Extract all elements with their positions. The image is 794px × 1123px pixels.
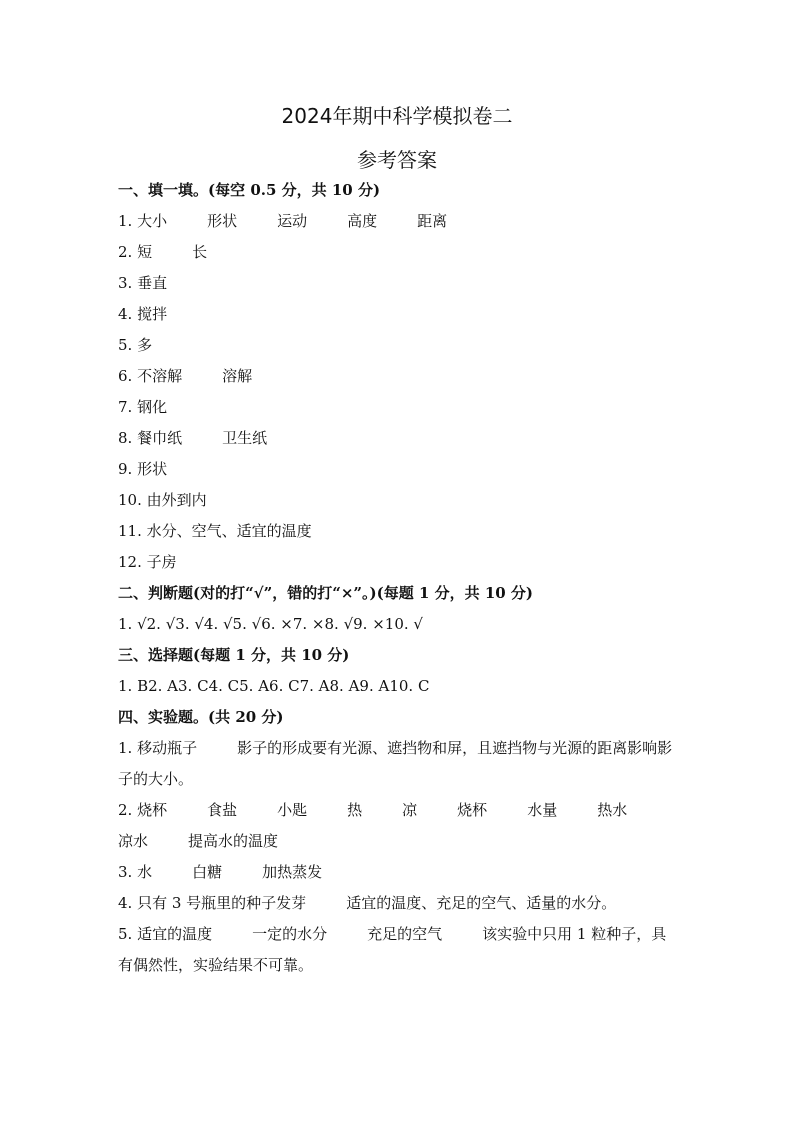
answer-number: 1. [118,739,138,757]
answer-number: 9. [118,460,138,478]
answer-item [118,392,678,423]
answer-text: 影子的形成要有光源、遮挡物和屏，且遮挡物与光源的距离影响影子的大小。 [118,739,673,788]
answer-number: 5. [118,336,138,354]
answer-text: 小匙 [277,801,308,819]
answer-item [118,919,678,981]
answer-text: 烧杯 [137,801,168,819]
answer-text: 垂直 [137,274,168,292]
answer-text: 水分、空气、适宜的温度 [146,522,312,540]
true-false-answers: 1. √2. √3. √4. √5. √6. ×7. ×8. √9. ×10. √ [118,615,423,633]
answer-item [118,795,678,857]
answer-text: 餐巾纸 [137,429,183,447]
section-heading-true-false: 二、判断题(对的打“√”，错的打“×”。)(每题 1 分，共 10 分) [118,584,534,602]
answer-text: 钢化 [137,398,168,416]
answer-text: 大小 [137,212,168,230]
answer-number: 6. [118,367,138,385]
answer-item [118,888,678,919]
answer-text: 食盐 [207,801,238,819]
answer-text: 烧杯 [457,801,488,819]
answer-item [118,516,678,547]
answer-text: 一定的水分 [252,925,328,943]
answer-item [118,857,678,888]
answer-item [118,268,678,299]
fill-in-answers [118,206,678,578]
answer-text: 移动瓶子 [137,739,198,757]
answer-text: 适宜的温度 [137,925,213,943]
answer-text: 多 [137,336,153,354]
answer-item [118,454,678,485]
answer-text: 提高水的温度 [188,832,279,850]
answer-item [118,547,678,578]
answer-number: 3. [118,274,138,292]
answer-text: 凉 [402,801,418,819]
answer-number: 1. [118,212,138,230]
answer-number: 2. [118,243,138,261]
answer-text: 凉水 [118,832,149,850]
answer-number: 11. [118,522,147,540]
answer-text: 长 [192,243,208,261]
answer-text: 卫生纸 [222,429,268,447]
answer-text: 充足的空气 [367,925,443,943]
answer-text: 白糖 [192,863,223,881]
answer-number: 2. [118,801,138,819]
answer-text: 形状 [137,460,168,478]
answer-text: 搅拌 [137,305,168,323]
answer-number: 4. [118,305,138,323]
answer-text: 该实验中只用 1 粒种子，具有偶然性，实验结果不可靠。 [118,925,667,974]
answer-number: 3. [118,863,138,881]
answer-item [118,423,678,454]
answer-number: 10. [118,491,147,509]
answer-number: 4. [118,894,138,912]
answer-item [118,733,678,795]
answer-number: 8. [118,429,138,447]
answer-text: 高度 [347,212,378,230]
answer-item [118,361,678,392]
answer-item [118,299,678,330]
page-subtitle: 参考答案 [357,148,437,172]
answer-number: 7. [118,398,138,416]
answer-text: 溶解 [222,367,253,385]
section-heading-fill-in: 一、填一填。(每空 0.5 分，共 10 分) [118,181,381,199]
answer-text: 只有 3 号瓶里的种子发芽 [137,894,307,912]
answer-content [118,175,678,981]
answer-text: 水 [137,863,153,881]
answer-text: 热 [347,801,363,819]
answer-text: 适宜的温度、充足的空气、适量的水分。 [346,894,617,912]
answer-item [118,330,678,361]
experiment-answers [118,733,678,981]
page-title: 2024年期中科学模拟卷二 [281,104,513,128]
answer-text: 热水 [597,801,628,819]
answer-text: 加热蒸发 [262,863,323,881]
answer-text: 短 [137,243,153,261]
section-heading-experiment: 四、实验题。(共 20 分) [118,708,284,726]
answer-text: 运动 [277,212,308,230]
section-heading-multiple-choice: 三、选择题(每题 1 分，共 10 分) [118,646,350,664]
answer-text: 子房 [146,553,177,571]
answer-text: 由外到内 [146,491,207,509]
answer-text: 距离 [417,212,448,230]
answer-text: 不溶解 [137,367,183,385]
answer-number: 5. [118,925,138,943]
answer-number: 12. [118,553,147,571]
answer-text: 水量 [527,801,558,819]
answer-text: 形状 [207,212,238,230]
answer-item [118,485,678,516]
multiple-choice-answers: 1. B2. A3. C4. C5. A6. C7. A8. A9. A10. C [118,677,430,695]
answer-item [118,237,678,268]
answer-item [118,206,678,237]
